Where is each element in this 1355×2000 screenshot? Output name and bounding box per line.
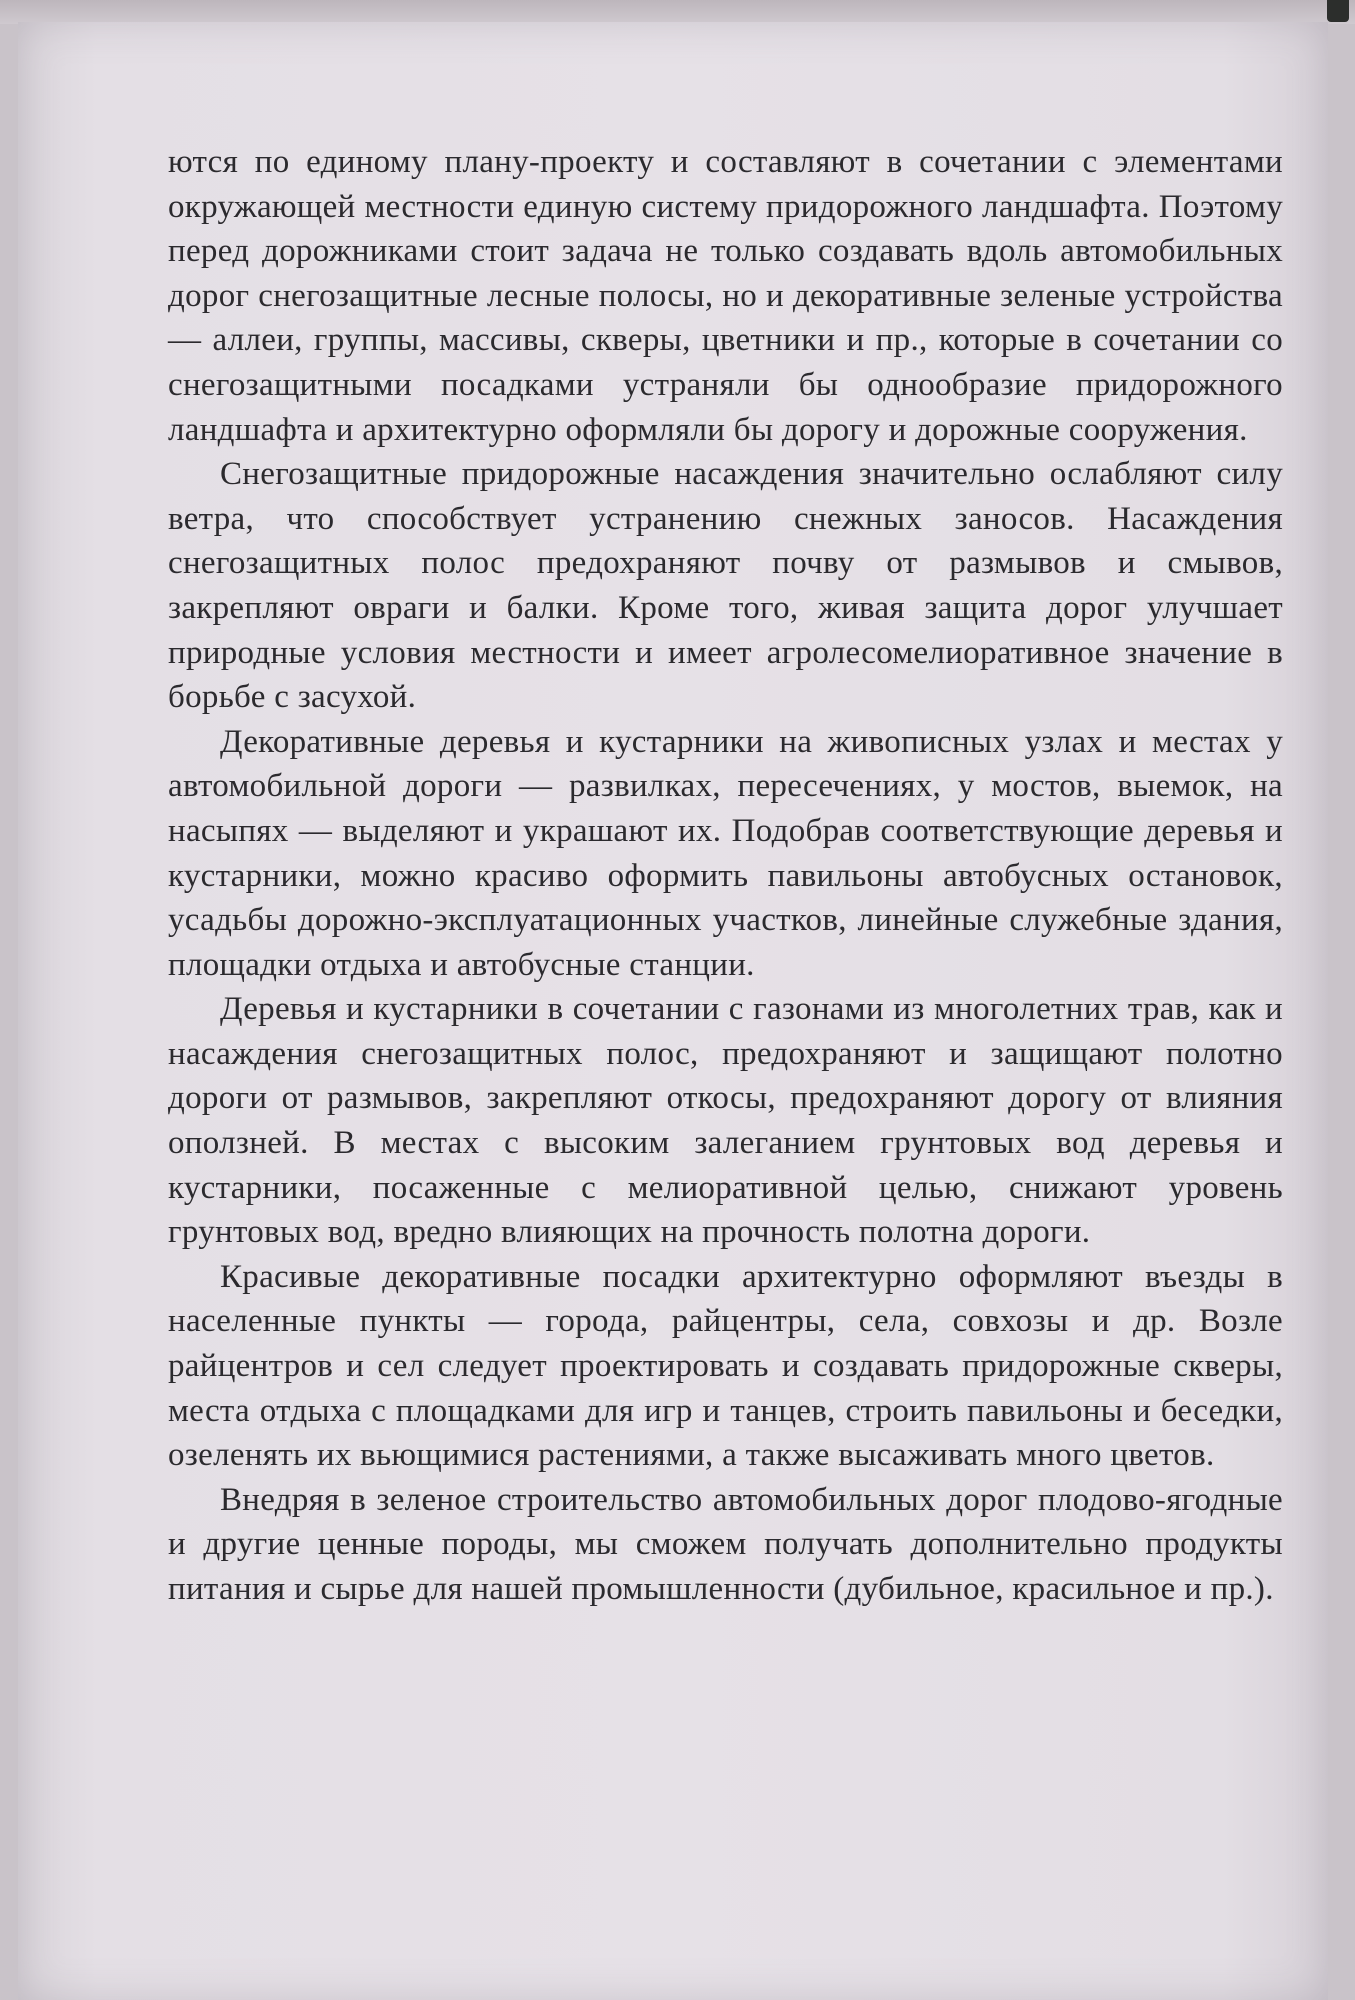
page-text-body — [168, 140, 1283, 1612]
page-top-edge — [0, 0, 1355, 24]
book-corner-mark — [1327, 0, 1349, 22]
paragraph-1: ются по единому плану-проекту и составляют в сочетании с элементами окружающей местности единую систему придорожного ландшафта. Поэтому перед дорожниками стоит задача не только создавать вдоль автомобильных дорог снегозащитные лесные полосы, но и декоративные зеленые устройства — аллеи, группы, массивы, скверы, цветники и пр., которые в сочетании со снегозащитными посадками устраняли бы однообразие придорожного ландшафта и архитектурно оформляли бы дорогу и дорожные сооружения. — [168, 144, 1283, 448]
paragraph-2: Снегозащитные придорожные насаждения значительно ослабляют силу ветра, что способствует устранению снежных заносов. Насаждения снегозащитных полос предохраняют почву от размывов и смывов, закрепляют овраги и балки. Кроме того, живая защита дорог улучшает природные условия местности и имеет агролесомелиоративное значение в борьбе с засухой. — [168, 456, 1283, 716]
paragraph-4: Деревья и кустарники в сочетании с газонами из многолетних трав, как и насаждения снегозащитных полос, предохраняют и защищают полотно дороги от размывов, закрепляют откосы, предохраняют дорогу от влияния оползней. В местах с высоким залеганием грунтовых вод деревья и кустарники, посаженные с мелиоративной целью, снижают уровень грунтовых вод, вредно влияющих на прочность полотна дороги. — [168, 991, 1283, 1251]
paragraph-5: Красивые декоративные посадки архитектурно оформляют въезды в населенные пункты — города, райцентры, села, совхозы и др. Возле райцентров и сел следует проектировать и создавать придорожные скверы, места отдыха с площадками для игр и танцев, строить павильоны и беседки, озеленять их вьющимися растениями, а также высаживать много цветов. — [168, 1258, 1283, 1474]
paragraph-6: Внедряя в зеленое строительство автомобильных дорог плодово-ягодные и другие ценные породы, мы сможем получать дополнительно продукты питания и сырье для нашей промышленности (дубильное, красильное и пр.). — [168, 1481, 1283, 1607]
paragraph-3: Декоративные деревья и кустарники на живописных узлах и местах у автомобильной дороги — развилках, пересечениях, у мостов, выемок, на насыпях — выделяют и украшают их. Подобрав соответствующие деревья и кустарники, можно красиво оформить павильоны автобусных остановок, усадьбы дорожно-эксплуатационных участков, линейные служебные здания, площадки отдыха и автобусные станции. — [168, 723, 1283, 983]
